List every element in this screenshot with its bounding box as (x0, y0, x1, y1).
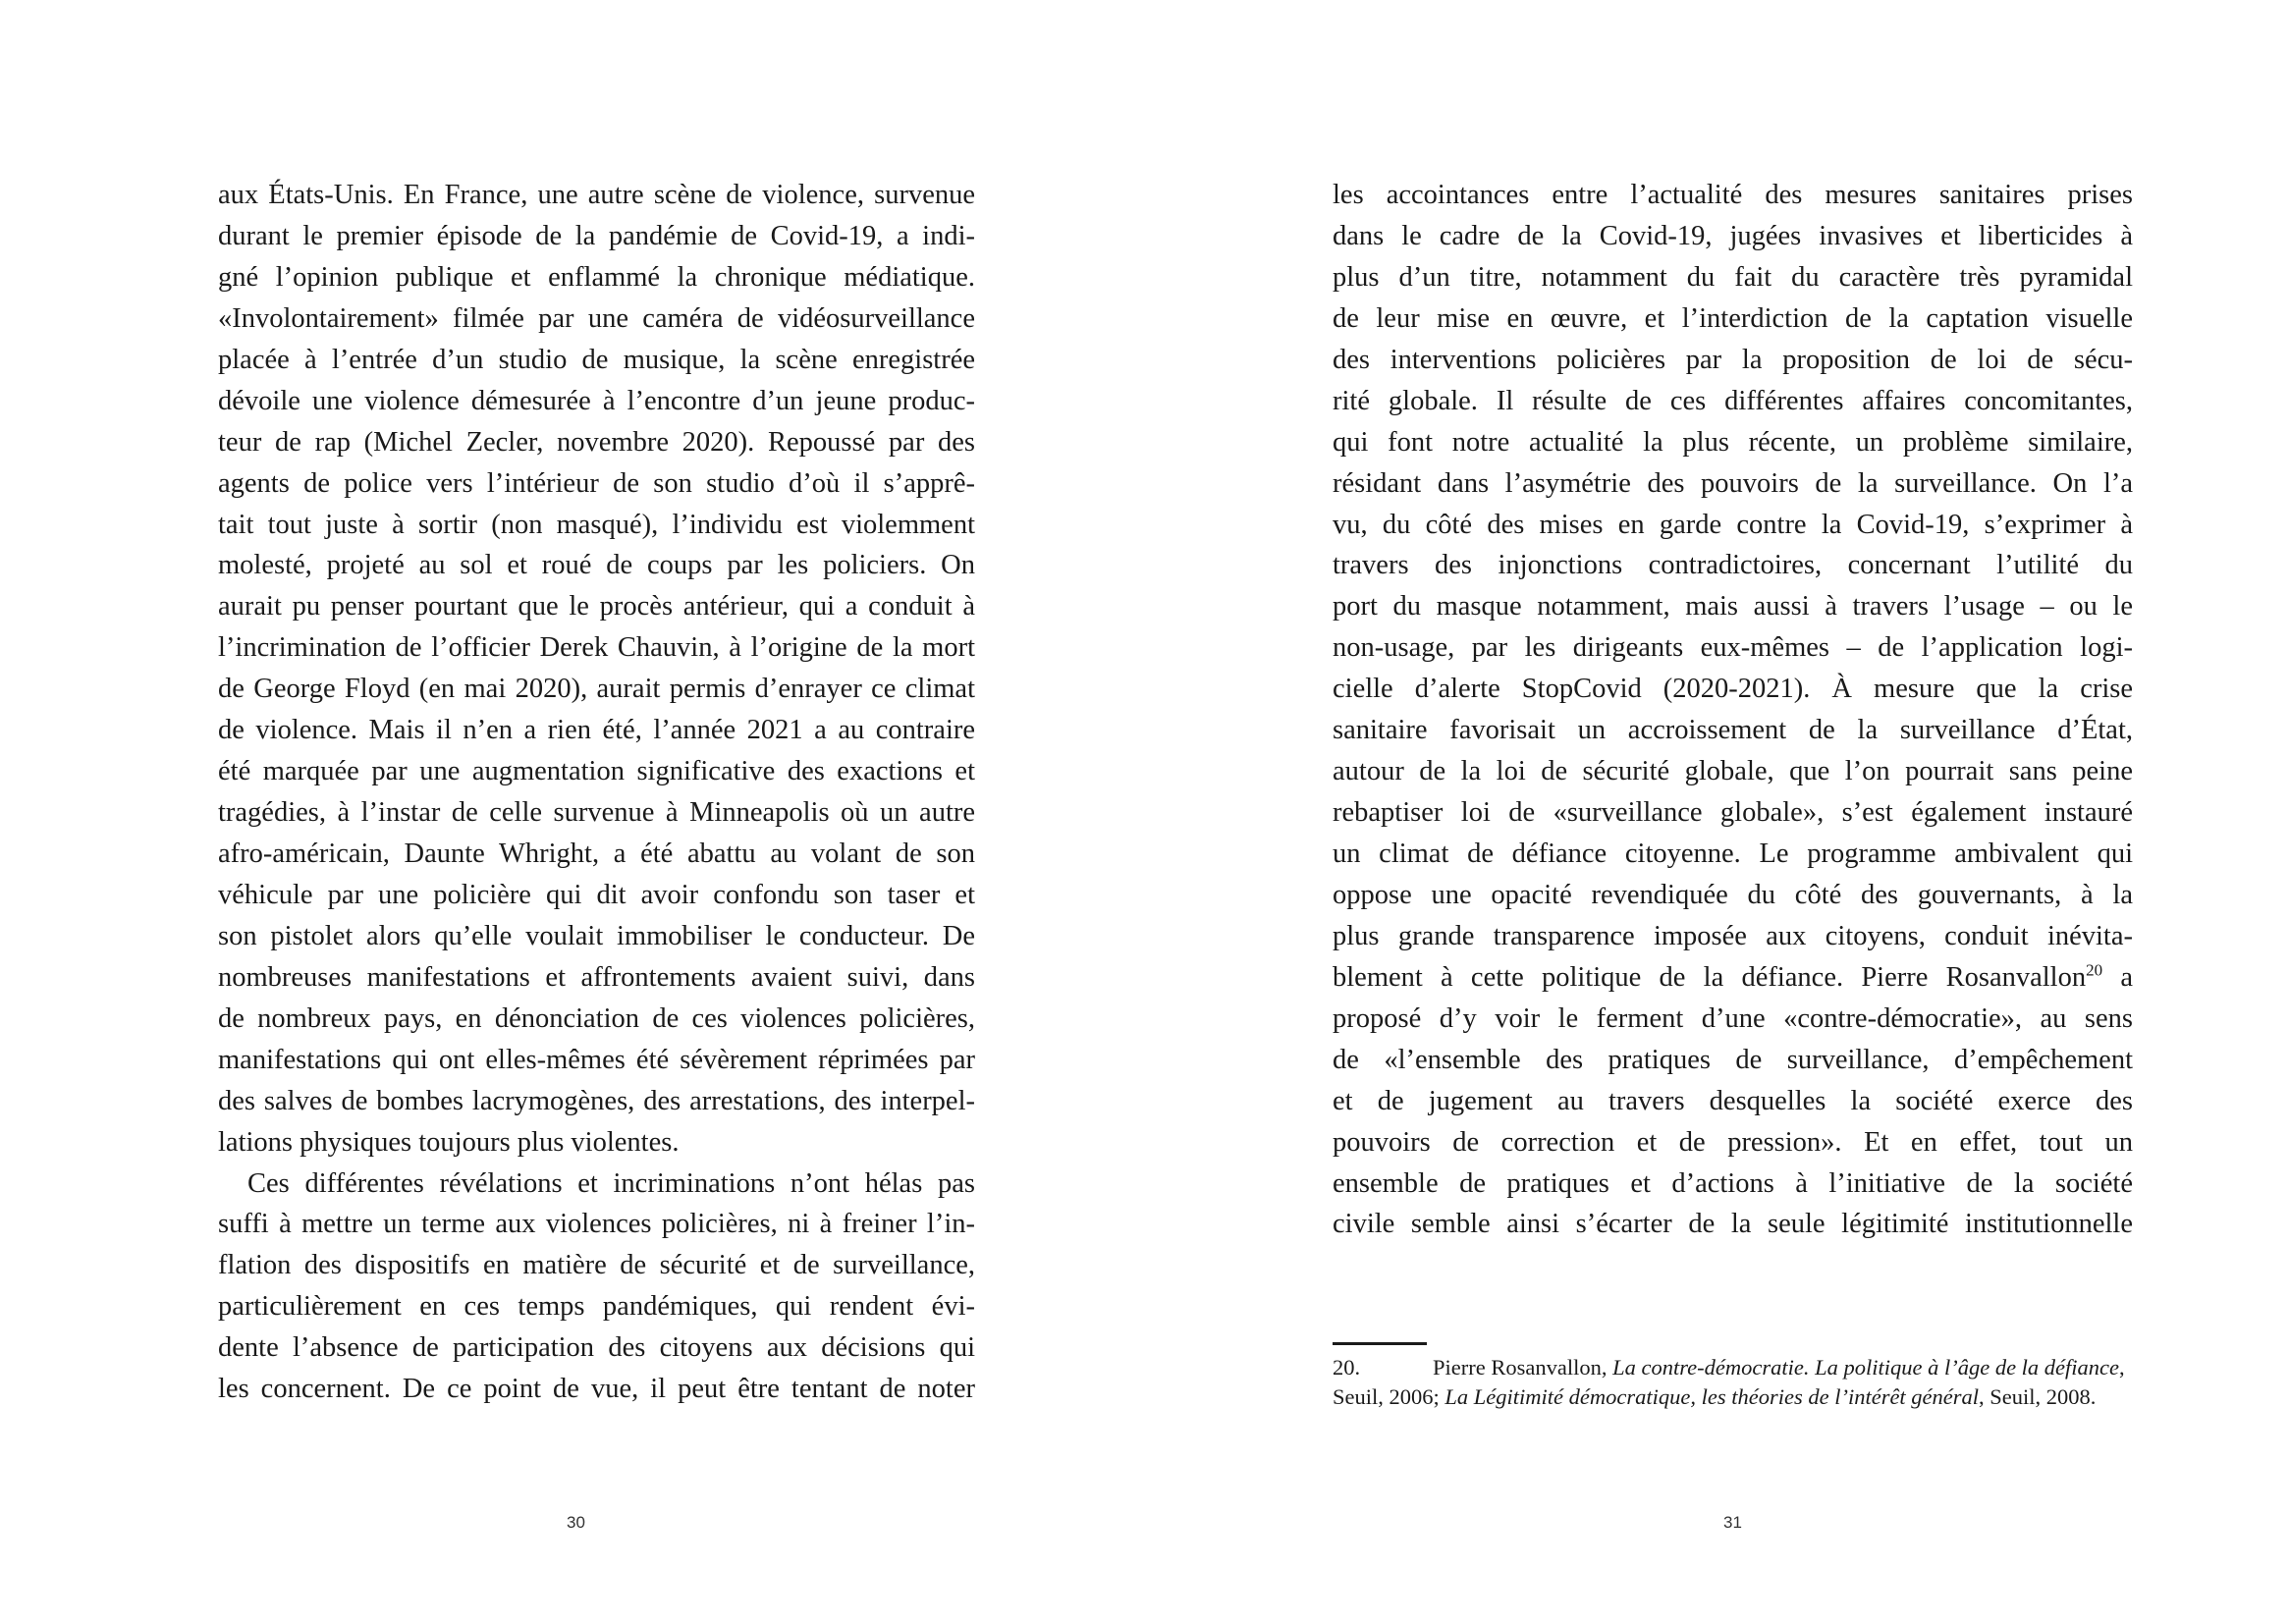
line-text: suffi à mettre un terme aux violences policières, ni à freiner l’in- (218, 1209, 975, 1240)
text-line (1333, 216, 2133, 257)
footnote-reference[interactable]: 20 (2086, 960, 2103, 980)
line-text: son pistolet alors qu’elle voulait immobiliser le conducteur. De (218, 920, 975, 951)
line-text: de George Floyd (en mai 2020), aurait permis d’enrayer ce climat (218, 674, 975, 705)
text-line (218, 999, 975, 1040)
line-text: de «l’ensemble des pratiques de surveillance, d’empêchement (1333, 1044, 2133, 1075)
line-text: de nombreux pays, en dénonciation de ces violences policières, (218, 1002, 975, 1034)
text-line (1333, 1164, 2133, 1205)
text-line (218, 463, 975, 505)
text-line (218, 1327, 975, 1369)
text-line (218, 381, 975, 422)
line-text: civile semble ainsi s’écarter de la seule légitimité institutionnelle (1333, 1209, 2133, 1240)
footnote-number: 20. (1333, 1355, 1361, 1380)
line-text: de leur mise en œuvre, et l’interdiction de la captation visuelle (1333, 302, 2133, 334)
text-line (1333, 586, 2133, 627)
text-line (218, 957, 975, 999)
line-text: pouvoirs de correction et de pression». Et en effet, tout un (1333, 1126, 2133, 1158)
text-line (1333, 1204, 2133, 1245)
line-text: gné l’opinion publique et enflammé la chronique médiatique. (218, 261, 975, 293)
line-text: aux États-Unis. En France, une autre scène de violence, survenue (218, 180, 975, 210)
line-text: blement à cette politique de la défiance. Pierre Rosanvallon (1333, 961, 2087, 993)
text-line (218, 1122, 975, 1164)
text-line (218, 1369, 975, 1410)
line-text: «Involontairement» filmée par une caméra de vidéosurveillance (218, 302, 975, 334)
line-text: l’incrimination de l’officier Derek Chauvin, à l’origine de la mort (218, 632, 975, 664)
line-text: cielle d’alerte StopCovid (2020-2021). À mesure que la crise (1333, 674, 2133, 705)
footnote-title-1: La contre-démocratie. La politique à l’âge de la défiance (1612, 1355, 2120, 1380)
footnote-separator (1333, 1342, 1427, 1345)
line-text: dente l’absence de participation des citoyens aux décisions qui (218, 1332, 975, 1364)
text-line (218, 916, 975, 957)
text-line (1333, 381, 2133, 422)
left-page-text (218, 175, 975, 1410)
line-text: oppose une opacité revendiquée du côté des gouvernants, à la (1333, 879, 2133, 910)
text-line (1333, 463, 2133, 505)
text-line (218, 710, 975, 751)
footnote-author: Pierre Rosanvallon, (1433, 1355, 1613, 1380)
line-text: véhicule par une policière qui dit avoir confondu son taser et (218, 879, 975, 910)
text-line (1333, 627, 2133, 669)
line-text: teur de rap (Michel Zecler, novembre 2020). Repoussé par des (218, 426, 975, 458)
text-line (218, 627, 975, 669)
text-line (218, 422, 975, 463)
line-text: dévoile une violence démesurée à l’encontre d’un jeune produc- (218, 385, 975, 416)
text-line (1333, 545, 2133, 586)
line-text: molesté, projeté au sol et roué de coups par les policiers. On (218, 550, 975, 581)
line-text: des interventions policières par la proposition de loi de sécu- (1333, 344, 2133, 375)
text-line (218, 216, 975, 257)
text-line (218, 751, 975, 792)
line-text: rebaptiser loi de «surveillance globale», s’est également instauré (1333, 797, 2133, 829)
line-text: ensemble de pratiques et d’actions à l’initiative de la société (1333, 1167, 2133, 1199)
line-text: autour de la loi de sécurité globale, que l’on pourrait sans peine (1333, 756, 2133, 787)
text-line (218, 875, 975, 916)
line-text: rité globale. Il résulte de ces différentes affaires concomitantes, (1333, 385, 2133, 416)
page-number-right: 31 (1723, 1513, 1742, 1532)
footnote-20 (1333, 1353, 2133, 1382)
text-line (1333, 1040, 2133, 1081)
line-text: plus grande transparence imposée aux citoyens, conduit inévita- (1333, 920, 2133, 951)
line-text: sanitaire favorisait un accroissement de la surveillance d’État, (1333, 715, 2133, 746)
text-line (218, 545, 975, 586)
footnote-punct: , (2119, 1355, 2125, 1380)
footnote-20-cont (1333, 1382, 2133, 1412)
line-text: lations physiques toujours plus violentes. (218, 1126, 680, 1158)
text-line (218, 1164, 975, 1205)
text-line (218, 1245, 975, 1286)
line-text: agents de police vers l’intérieur de son studio d’où il s’apprê- (218, 467, 975, 499)
text-line (1333, 505, 2133, 546)
text-line (1333, 751, 2133, 792)
text-line (1333, 298, 2133, 340)
line-text: de violence. Mais il n’en a rien été, l’année 2021 a au contraire (218, 715, 975, 746)
line-text: résidant dans l’asymétrie des pouvoirs de la surveillance. On l’a (1333, 467, 2133, 499)
line-text: durant le premier épisode de la pandémie de Covid-19, a indi- (218, 220, 975, 251)
line-text: aurait pu penser pourtant que le procès antérieur, qui a conduit à (218, 591, 975, 623)
line-text: port du masque notamment, mais aussi à travers l’usage – ou le (1333, 591, 2133, 623)
text-line (1333, 257, 2133, 298)
text-line (218, 792, 975, 834)
line-text: plus d’un titre, notamment du fait du caractère très pyramidal (1333, 261, 2133, 293)
right-page-text (1333, 175, 2133, 1245)
text-line (1333, 1122, 2133, 1164)
line-text: manifestations qui ont elles-mêmes été sévèrement réprimées par (218, 1044, 975, 1075)
line-text: nombreuses manifestations et affrontements avaient suivi, dans (218, 961, 975, 993)
line-text: qui font notre actualité la plus récente, un problème similaire, (1333, 426, 2133, 458)
line-text: proposé d’y voir le ferment d’une «contre-démocratie», au sens (1333, 1002, 2133, 1034)
line-text: un climat de défiance citoyenne. Le programme ambivalent qui (1333, 839, 2133, 869)
line-text: et de jugement au travers desquelles la société exerce des (1333, 1085, 2133, 1116)
text-line (218, 257, 975, 298)
line-text: des salves de bombes lacrymogènes, des arrestations, des interpel- (218, 1085, 975, 1116)
text-line (1333, 834, 2133, 875)
text-line (218, 298, 975, 340)
line-text: été marquée par une augmentation significative des exactions et (218, 756, 975, 787)
line-text: les concernent. De ce point de vue, il peut être tentant de noter (218, 1374, 975, 1405)
line-text: vu, du côté des mises en garde contre la Covid-19, s’exprimer à (1333, 509, 2133, 540)
text-line (218, 1204, 975, 1245)
line-text: flation des dispositifs en matière de sécurité et de surveillance, (218, 1250, 975, 1281)
text-line (1333, 340, 2133, 381)
footnote-publisher-1: Seuil, 2006; (1333, 1384, 1445, 1409)
line-text: non-usage, par les dirigeants eux-mêmes – de l’application logi- (1333, 632, 2133, 664)
text-line (218, 1286, 975, 1327)
text-line (1333, 916, 2133, 957)
footnote-title-2: La Légitimité démocratique, les théories de l’intérêt général (1444, 1384, 1980, 1409)
text-line (218, 340, 975, 381)
line-text: particulièrement en ces temps pandémiques, qui rendent évi- (218, 1291, 975, 1323)
text-line (218, 834, 975, 875)
text-line (218, 505, 975, 546)
line-text: les accointances entre l’actualité des mesures sanitaires prises (1333, 180, 2133, 210)
text-line (1333, 875, 2133, 916)
text-line (1333, 422, 2133, 463)
line-text: travers des injonctions contradictoires, concernant l’utilité du (1333, 550, 2133, 581)
line-text: placée à l’entrée d’un studio de musique, la scène enregistrée (218, 344, 975, 375)
page-number-left: 30 (567, 1513, 585, 1532)
text-line (1333, 669, 2133, 710)
line-text: a (2102, 961, 2133, 993)
footnote-publisher-2: , Seuil, 2008. (1979, 1384, 2097, 1409)
text-line (1333, 710, 2133, 751)
line-text: afro-américain, Daunte Whright, a été abattu au volant de son (218, 839, 975, 869)
line-text: dans le cadre de la Covid-19, jugées invasives et liberticides à (1333, 220, 2133, 251)
text-line (218, 175, 975, 216)
text-line (1333, 957, 2133, 999)
line-text: tait tout juste à sortir (non masqué), l’individu est violemment (218, 509, 975, 540)
text-line (1333, 175, 2133, 216)
text-line (218, 586, 975, 627)
text-line (218, 669, 975, 710)
text-line (218, 1081, 975, 1122)
text-line (1333, 792, 2133, 834)
text-line (218, 1040, 975, 1081)
line-text: Ces différentes révélations et incriminations n’ont hélas pas (247, 1167, 975, 1199)
text-line (1333, 1081, 2133, 1122)
text-line (1333, 999, 2133, 1040)
line-text: tragédies, à l’instar de celle survenue à Minneapolis où un autre (218, 797, 975, 829)
